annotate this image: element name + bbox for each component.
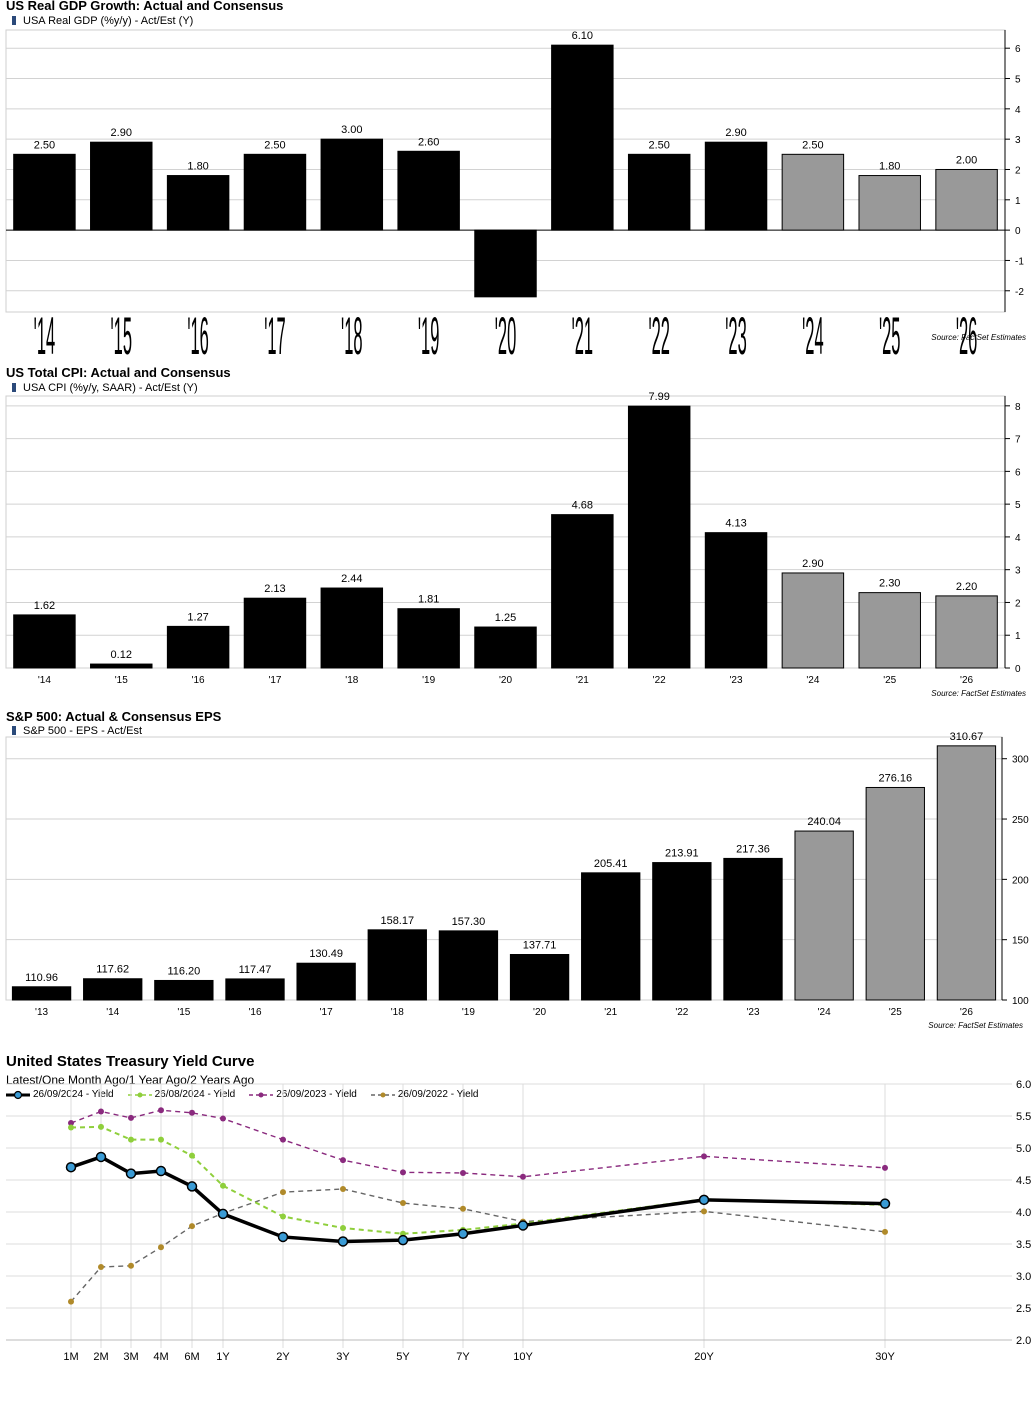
yield-x-tick-label: 5Y bbox=[396, 1351, 410, 1363]
cpi-chart bbox=[0, 365, 1036, 705]
cpi-y-tick-label: 3 bbox=[1015, 565, 1021, 577]
yield-point bbox=[188, 1182, 197, 1191]
cpi-bar bbox=[167, 626, 228, 668]
cpi-source-label: Source: FactSet Estimates bbox=[931, 689, 1026, 698]
yield-point bbox=[127, 1169, 136, 1178]
eps-data-label: 276.16 bbox=[878, 772, 913, 785]
gdp-bar bbox=[705, 142, 766, 230]
cpi-bar bbox=[782, 573, 843, 668]
eps-bar bbox=[226, 979, 284, 1000]
yield-title: United States Treasury Yield Curve bbox=[6, 1053, 255, 1070]
yield-point bbox=[128, 1263, 134, 1269]
yield-point bbox=[219, 1209, 228, 1218]
yield-x-tick-label: 1Y bbox=[216, 1351, 230, 1363]
gdp-x-tick-label: '24 bbox=[802, 308, 824, 365]
yield-point bbox=[520, 1174, 526, 1180]
cpi-bar bbox=[552, 515, 613, 668]
cpi-data-label: 2.13 bbox=[264, 583, 286, 596]
cpi-x-tick-label: '18 bbox=[345, 675, 359, 686]
yield-point bbox=[158, 1137, 164, 1143]
yield-point bbox=[460, 1206, 466, 1212]
cpi-data-label: 0.12 bbox=[110, 649, 132, 662]
yield-x-tick-label: 3Y bbox=[336, 1351, 350, 1363]
eps-source-label: Source: FactSet Estimates bbox=[928, 1021, 1023, 1030]
gdp-data-label: 2.50 bbox=[802, 139, 824, 152]
yield-x-tick-label: 2M bbox=[93, 1351, 109, 1363]
eps-data-label: 117.47 bbox=[238, 963, 272, 976]
gdp-x-tick-label: '14 bbox=[33, 308, 56, 365]
yield-point bbox=[700, 1195, 709, 1204]
cpi-x-tick-label: '20 bbox=[498, 675, 513, 686]
yield-x-tick-label: 20Y bbox=[694, 1351, 714, 1363]
eps-data-label: 130.49 bbox=[309, 948, 343, 961]
yield-point bbox=[189, 1153, 195, 1159]
yield-point bbox=[340, 1225, 346, 1231]
yield-legend-label: 26/09/2022 - Yield bbox=[397, 1089, 479, 1100]
yield-x-tick-label: 7Y bbox=[456, 1351, 470, 1363]
cpi-x-tick-label: '22 bbox=[652, 675, 666, 686]
yield-point bbox=[98, 1109, 104, 1115]
cpi-x-tick-label: '24 bbox=[806, 675, 820, 686]
yield-y-tick-label: 3.5 bbox=[1016, 1239, 1032, 1251]
gdp-data-label: 2.50 bbox=[648, 139, 670, 152]
yield-point bbox=[98, 1264, 104, 1270]
eps-bar bbox=[439, 931, 497, 1000]
gdp-x-tick-label: '17 bbox=[264, 308, 286, 365]
gdp-data-label: 2.60 bbox=[417, 136, 440, 149]
cpi-x-tick-label: '19 bbox=[422, 675, 436, 686]
cpi-title: US Total CPI: Actual and Consensus bbox=[6, 365, 231, 380]
yield-y-tick-label: 3.0 bbox=[1016, 1271, 1032, 1283]
yield-point bbox=[701, 1153, 707, 1159]
eps-panel bbox=[0, 705, 1036, 1045]
cpi-bar bbox=[936, 596, 997, 668]
eps-bar bbox=[724, 858, 782, 1000]
cpi-y-tick-label: 0 bbox=[1015, 664, 1021, 675]
gdp-y-tick-label: 6 bbox=[1015, 44, 1021, 56]
eps-x-tick-label: '24 bbox=[817, 1007, 831, 1018]
cpi-bar bbox=[14, 615, 75, 668]
yield-point bbox=[280, 1213, 286, 1219]
eps-data-label: 117.62 bbox=[96, 963, 130, 976]
yield-point bbox=[881, 1199, 890, 1208]
yield-subtitle: Latest/One Month Ago/1 Year Ago/2 Years Ago bbox=[6, 1073, 255, 1087]
eps-y-tick-label: 100 bbox=[1012, 996, 1029, 1007]
yield-point bbox=[339, 1237, 348, 1246]
gdp-x-tick-label: '22 bbox=[648, 308, 670, 365]
cpi-x-tick-label: '17 bbox=[268, 675, 282, 686]
cpi-data-label: 2.20 bbox=[955, 580, 978, 593]
eps-chart bbox=[0, 705, 1036, 1045]
gdp-y-tick-label: -1 bbox=[1015, 256, 1024, 268]
cpi-x-tick-label: '25 bbox=[883, 675, 897, 686]
yield-y-tick-label: 4.0 bbox=[1016, 1207, 1032, 1219]
eps-bar bbox=[155, 980, 213, 1000]
yield-y-tick-label: 5.0 bbox=[1016, 1143, 1032, 1155]
yield-y-tick-label: 2.5 bbox=[1016, 1303, 1032, 1315]
eps-y-tick-label: 300 bbox=[1012, 754, 1029, 766]
gdp-source-label: Source: FactSet Estimates bbox=[931, 333, 1026, 342]
yield-point bbox=[460, 1170, 466, 1176]
cpi-x-tick-label: '26 bbox=[960, 675, 974, 686]
gdp-x-tick-label: '19 bbox=[417, 308, 440, 365]
yield-point bbox=[128, 1115, 134, 1121]
yield-y-tick-label: 6.0 bbox=[1016, 1079, 1032, 1091]
yield-chart bbox=[0, 1045, 1036, 1408]
yield-legend-label: 26/09/2024 - Yield bbox=[33, 1089, 114, 1100]
yield-panel bbox=[0, 1045, 1036, 1408]
cpi-data-label: 4.13 bbox=[725, 517, 747, 530]
cpi-data-label: 2.44 bbox=[341, 573, 363, 586]
gdp-bar bbox=[91, 142, 152, 230]
eps-bar bbox=[795, 831, 853, 1000]
eps-title: S&P 500: Actual & Consensus EPS bbox=[6, 709, 222, 724]
gdp-bar bbox=[782, 154, 843, 230]
cpi-y-tick-label: 8 bbox=[1015, 401, 1021, 413]
eps-x-tick-label: '21 bbox=[604, 1007, 618, 1018]
eps-bar bbox=[937, 746, 995, 1000]
yield-x-tick-label: 6M bbox=[184, 1351, 200, 1363]
gdp-bar bbox=[628, 154, 689, 230]
eps-y-tick-label: 250 bbox=[1012, 815, 1029, 827]
eps-data-label: 116.20 bbox=[167, 965, 201, 978]
cpi-y-tick-label: 4 bbox=[1015, 532, 1021, 544]
eps-legend-label: S&P 500 - EPS - Act/Est bbox=[23, 725, 143, 737]
cpi-data-label: 1.62 bbox=[33, 599, 56, 612]
gdp-x-tick-label: '20 bbox=[494, 308, 517, 365]
cpi-panel bbox=[0, 365, 1036, 705]
gdp-x-tick-label: '23 bbox=[725, 308, 747, 365]
cpi-data-label: 1.81 bbox=[417, 593, 440, 606]
yield-point bbox=[519, 1221, 528, 1230]
yield-point bbox=[158, 1244, 164, 1250]
yield-point bbox=[97, 1152, 106, 1161]
eps-bar bbox=[368, 930, 426, 1000]
cpi-data-label: 1.25 bbox=[494, 612, 517, 625]
eps-data-label: 157.30 bbox=[451, 915, 486, 928]
gdp-bar bbox=[936, 169, 997, 230]
yield-legend-label: 26/09/2023 - Yield bbox=[276, 1089, 357, 1100]
yield-x-tick-label: 4M bbox=[153, 1351, 169, 1363]
yield-point bbox=[340, 1186, 346, 1192]
eps-x-tick-label: '17 bbox=[319, 1007, 333, 1018]
cpi-bar bbox=[628, 406, 689, 668]
eps-bar bbox=[12, 987, 70, 1000]
gdp-data-label: 6.10 bbox=[571, 30, 594, 43]
gdp-bar bbox=[398, 151, 459, 230]
yield-point bbox=[882, 1229, 888, 1235]
yield-point bbox=[400, 1169, 406, 1175]
gdp-bar bbox=[321, 139, 382, 230]
eps-data-label: 240.04 bbox=[807, 816, 841, 829]
eps-x-tick-label: '14 bbox=[106, 1007, 120, 1018]
yield-x-tick-label: 30Y bbox=[875, 1351, 895, 1363]
yield-point bbox=[128, 1137, 134, 1143]
yield-point bbox=[158, 1107, 164, 1113]
gdp-y-tick-label: 5 bbox=[1015, 74, 1021, 86]
yield-point bbox=[701, 1208, 707, 1214]
yield-point bbox=[399, 1236, 408, 1245]
yield-point bbox=[157, 1167, 166, 1176]
yield-point bbox=[98, 1124, 104, 1130]
eps-data-label: 217.36 bbox=[736, 843, 770, 856]
gdp-y-tick-label: 3 bbox=[1015, 135, 1021, 147]
gdp-data-label: 2.50 bbox=[264, 139, 286, 152]
eps-x-tick-label: '23 bbox=[746, 1007, 760, 1018]
yield-x-tick-label: 3M bbox=[123, 1351, 139, 1363]
cpi-x-tick-label: '23 bbox=[729, 675, 743, 686]
cpi-bar bbox=[398, 609, 459, 668]
eps-x-tick-label: '26 bbox=[959, 1007, 973, 1018]
gdp-y-tick-label: 2 bbox=[1015, 165, 1021, 177]
cpi-bar bbox=[859, 593, 920, 668]
eps-bar bbox=[582, 873, 640, 1000]
yield-point bbox=[279, 1232, 288, 1241]
cpi-data-label: 2.90 bbox=[802, 557, 824, 570]
yield-point bbox=[400, 1200, 406, 1206]
cpi-bar bbox=[321, 588, 382, 668]
eps-data-label: 158.17 bbox=[380, 914, 415, 927]
cpi-data-label: 2.30 bbox=[879, 577, 901, 590]
eps-bar bbox=[653, 863, 711, 1000]
yield-legend-label: 26/08/2024 - Yield bbox=[154, 1089, 236, 1100]
eps-data-label: 205.41 bbox=[593, 857, 628, 870]
gdp-bar bbox=[475, 230, 536, 297]
cpi-data-label: 1.27 bbox=[187, 611, 209, 624]
gdp-data-label: 2.50 bbox=[33, 139, 56, 152]
cpi-y-tick-label: 1 bbox=[1015, 631, 1021, 643]
eps-bar bbox=[510, 955, 568, 1000]
eps-x-tick-label: '15 bbox=[177, 1007, 191, 1018]
eps-data-label: 137.71 bbox=[522, 939, 557, 952]
gdp-legend-label: USA Real GDP (%y/y) - Act/Est (Y) bbox=[23, 15, 194, 27]
yield-point bbox=[220, 1183, 226, 1189]
gdp-y-tick-label: 0 bbox=[1015, 226, 1021, 238]
yield-point bbox=[189, 1110, 195, 1116]
yield-point bbox=[67, 1163, 76, 1172]
eps-x-tick-label: '18 bbox=[390, 1007, 404, 1018]
cpi-x-tick-label: '16 bbox=[191, 675, 205, 686]
eps-bar bbox=[297, 963, 355, 1000]
yield-x-tick-label: 10Y bbox=[513, 1351, 533, 1363]
cpi-x-tick-label: '14 bbox=[37, 675, 51, 686]
gdp-bar bbox=[244, 154, 305, 230]
yield-y-tick-label: 2.0 bbox=[1016, 1335, 1032, 1347]
eps-x-tick-label: '25 bbox=[888, 1007, 902, 1018]
cpi-y-tick-label: 6 bbox=[1015, 467, 1021, 479]
yield-point bbox=[340, 1157, 346, 1163]
cpi-data-label: 4.68 bbox=[571, 499, 594, 512]
gdp-chart bbox=[0, 0, 1036, 365]
yield-point bbox=[280, 1189, 286, 1195]
cpi-bar bbox=[475, 627, 536, 668]
cpi-data-label: 7.99 bbox=[648, 391, 670, 404]
eps-x-tick-label: '20 bbox=[533, 1007, 547, 1018]
gdp-x-tick-label: '16 bbox=[187, 308, 209, 365]
eps-x-tick-label: '13 bbox=[35, 1007, 49, 1018]
gdp-data-label: 1.80 bbox=[187, 160, 209, 173]
gdp-data-label: 2.90 bbox=[110, 127, 132, 140]
eps-bar bbox=[866, 787, 924, 1000]
cpi-y-tick-label: 5 bbox=[1015, 500, 1021, 512]
cpi-x-tick-label: '21 bbox=[575, 675, 589, 686]
eps-x-tick-label: '19 bbox=[461, 1007, 475, 1018]
gdp-y-tick-label: 4 bbox=[1015, 104, 1021, 116]
gdp-bar bbox=[167, 176, 228, 231]
eps-data-label: 213.91 bbox=[665, 847, 699, 860]
gdp-x-tick-label: '15 bbox=[110, 308, 133, 365]
yield-point bbox=[280, 1137, 286, 1143]
yield-x-tick-label: 1M bbox=[63, 1351, 79, 1363]
cpi-bar bbox=[705, 533, 766, 668]
cpi-y-tick-label: 2 bbox=[1015, 598, 1021, 610]
cpi-legend-label: USA CPI (%y/y, SAAR) - Act/Est (Y) bbox=[23, 382, 198, 394]
eps-y-tick-label: 150 bbox=[1012, 935, 1029, 947]
gdp-y-tick-label: -2 bbox=[1015, 286, 1024, 298]
yield-point bbox=[68, 1125, 74, 1131]
eps-data-label: 310.67 bbox=[949, 730, 984, 743]
gdp-bar bbox=[552, 45, 613, 230]
yield-y-tick-label: 4.5 bbox=[1016, 1175, 1032, 1187]
gdp-data-label: 2.90 bbox=[725, 127, 747, 140]
gdp-bar bbox=[14, 154, 75, 230]
yield-point bbox=[220, 1116, 226, 1122]
gdp-x-tick-label: '18 bbox=[341, 308, 363, 365]
eps-x-tick-label: '16 bbox=[248, 1007, 262, 1018]
cpi-bar bbox=[244, 598, 305, 668]
gdp-data-label: 2.00 bbox=[955, 154, 978, 167]
cpi-x-tick-label: '15 bbox=[114, 675, 128, 686]
eps-x-tick-label: '22 bbox=[675, 1007, 689, 1018]
yield-point bbox=[459, 1229, 468, 1238]
gdp-bar bbox=[859, 176, 920, 231]
yield-series-line bbox=[71, 1189, 885, 1302]
cpi-y-tick-label: 7 bbox=[1015, 434, 1021, 446]
gdp-panel bbox=[0, 0, 1036, 365]
eps-y-tick-label: 200 bbox=[1012, 875, 1029, 887]
yield-point bbox=[882, 1165, 888, 1171]
gdp-x-tick-label: '25 bbox=[878, 308, 901, 365]
yield-x-tick-label: 2Y bbox=[276, 1351, 290, 1363]
yield-point bbox=[189, 1223, 195, 1229]
yield-point bbox=[68, 1299, 74, 1305]
yield-series-line bbox=[71, 1110, 885, 1177]
gdp-title: US Real GDP Growth: Actual and Consensus bbox=[6, 0, 284, 13]
eps-data-label: 110.96 bbox=[25, 971, 58, 984]
gdp-x-tick-label: '26 bbox=[955, 308, 978, 365]
gdp-data-label: 1.80 bbox=[879, 160, 901, 173]
gdp-y-tick-label: 1 bbox=[1015, 195, 1021, 207]
eps-bar bbox=[84, 979, 142, 1000]
cpi-bar bbox=[91, 664, 152, 668]
gdp-data-label: 3.00 bbox=[341, 124, 363, 137]
gdp-x-tick-label: '21 bbox=[571, 308, 594, 365]
yield-y-tick-label: 5.5 bbox=[1016, 1111, 1032, 1123]
